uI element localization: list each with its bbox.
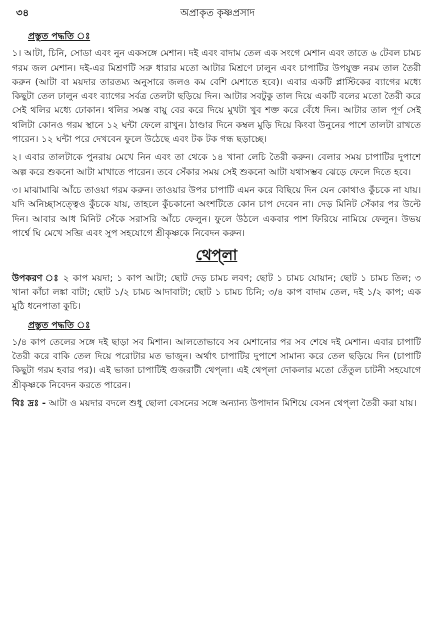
note-label: বিঃ দ্রঃ - — [12, 398, 46, 410]
ingredients-paragraph — [12, 272, 421, 315]
ingredients-text: ২ কাপ ময়দা; ১ কাপ আটা; ছোট দেড় চামচ লবণ; ছোট ১ চামচ যোয়ান; ছোট ১ চামচ তিল; ৩ খানা কাঁচা লঙ্কা বাটা; ছোট ১/২ চামচ আদাবাটা; ছোট ১ চামচ চিনি; ৩/৪ কাপ বাদাম তেল, দই ১/২ কাপ; এক মুঠি ধনেপাতা কুচি। — [12, 272, 421, 313]
running-title: অপ্রাকৃত কৃষ্ণপ্রসাদ — [180, 8, 255, 19]
recipe-method-text: ১/৪ কাপ তেলের সঙ্গে দই ছাড়া সব মিশান। আলতোভাবে সব মেশানোর পর সব শেষে দই মেশান। এবার চাপাটি তৈরী করে বাকি তেল দিয়ে পরোটার মত ভাজুন। অর্থাৎ চাপাটির দুপাশে সামান্য করে তেল ছড়িয়ে দিন (চাপাটি কিছুটা গরম হবার পর)। এই ভাজা চাপাটিই গুজরাটী থেপ্‌লা। এই থেপ্‌লা দোকলার মতো তেঁতুল চাটনী সহযোগে শ্রীকৃষ্ণকে নিবেদন করতে পারেন। — [12, 336, 421, 391]
note-paragraph — [12, 397, 421, 411]
page-header — [16, 6, 419, 22]
recipe-title: থেপ্‌লা — [195, 246, 238, 265]
page-number: ৩৪ — [16, 8, 29, 19]
ingredients-label: উপকরণ ঃ — [12, 272, 60, 284]
method-step-3: ৩। মাঝামাঝি আঁচে তাওয়া গরম করুন। তাওয়ার উপর চাপাটি এমন করে বিছিয়ে দিন যেন কোথাও কুঁচকে না যায়। যদি অনিচ্ছাসত্ত্বেও কুঁচকে যায়, তাহলে কুঁচকানো অংশটিতে কোন চাপ দেবেন না। দেড় মিনিট সেঁকার পর উল্টে দিন। আবার আধ মিনিট সেঁকে সরাসরি আঁচে ফেলুন। ফুলে উঠলে একবার পাশ ফিরিয়ে নামিয়ে ফেলুন। উভয় পার্শ্বে ঘি মেখে সব্জি এবং সুপ সহযোগে শ্রীকৃষ্ণকে নিবেদন করুন। — [12, 184, 421, 239]
note-text: আটা ও ময়দার বদলে শুধু ছোলা বেসনের সঙ্গে অন্যান্য উপাদান মিশিয়ে বেসন থেপ্‌লা তৈরী করা যায়। — [48, 398, 417, 410]
method-step-2: ২। এবার তালটাকে পুনরায় মেখে নিন এবং তা থেকে ১৪ খানা লেচি তৈরী করুন। বেলার সময় চাপাটির দুপাশে অল্প করে শুকনো আটা মাখাতে পারেন। তবে সেঁকার সময় সেই শুকনো আটা যথাসম্ভব ঝেড়ে ফেলে দিতে হবে। — [12, 152, 421, 178]
method-heading: প্রস্তুত পদ্ধতি ঃ — [28, 31, 91, 42]
method-step-1: ১। আটা, চিনি, সোডা এবং নুন একসঙ্গে মেশান। দই এবং বাদাম তেল এক সংগে মেশান এবং তাতে ৬ টেবল চামচ গরম জল মেশান। দই-এর মিশ্রণটি সরু ধারার মতো আটার মিশ্রণে ঢালুন এবং চাপাটির উপযুক্ত নরম তাল তৈরী করুন (আটা বা ময়দার তারতম্য অনুসারে জলও কম বেশি মেশাতে হবে)। এবার একটি প্লাস্টিকের ব্যাগের মধ্যে কিছুটা তেল ঢালুন এবং ব্যাগের সর্বত্র তেলটা ছড়িয়ে দিন। আটার সবটুকু তাল দিয়ে একটি বলের মতো তৈরী করে সেই থলির মধ্যে ঢোকান। থলির সমস্ত বায়ু বের করে দিয়ে মুখটা খুব শক্ত করে বেঁধে দিন। আটার তাল পূর্ণ সেই থলিটা কোনও গরম স্থানে ১২ ঘন্টা ফেলে রাখুন। ঠাণ্ডার দিনে কম্বল মুড়ি দিয়ে কিংবা উনুনের পাশে তালটা রাখতে পারেন। ১২ ঘন্টা পরে দেখবেন ফুলে উঠেছে এবং টক টক গন্ধ ছড়াচ্ছে। — [12, 48, 421, 146]
recipe-method-heading: প্রস্তুত পদ্ধতি ঃ — [28, 319, 91, 331]
page-content — [12, 30, 421, 415]
